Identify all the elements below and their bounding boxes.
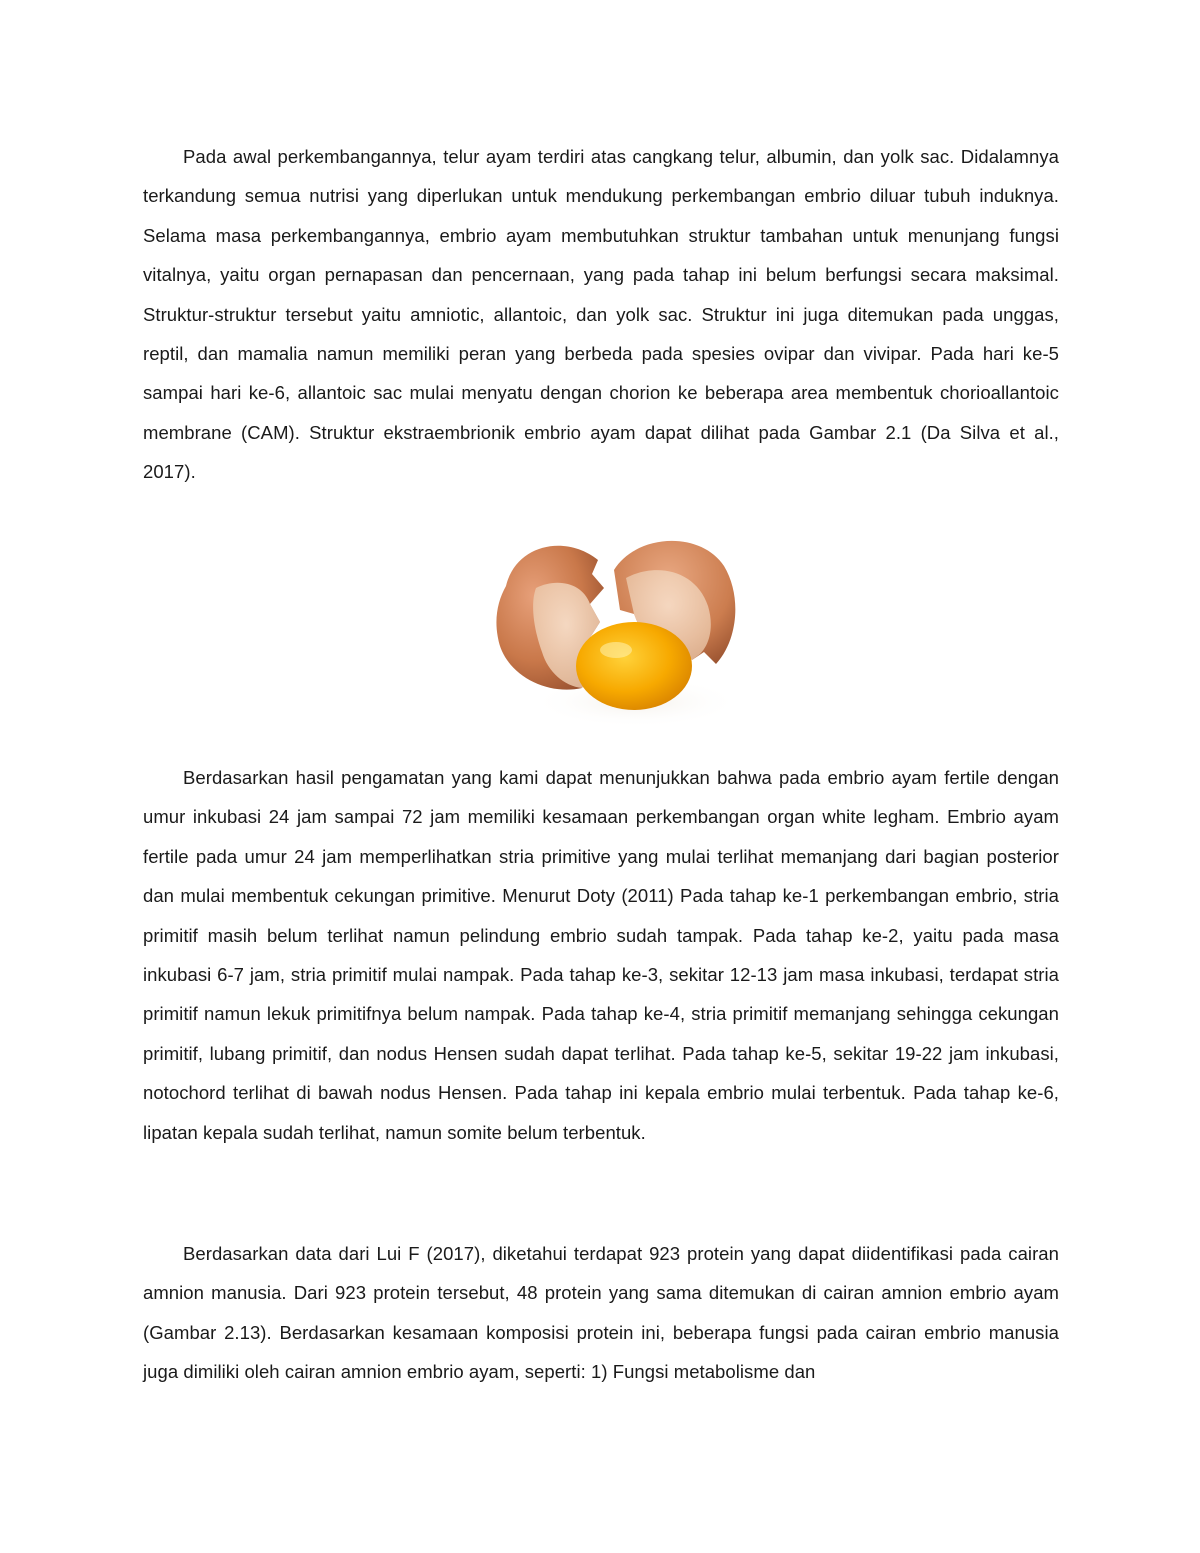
paragraph-1: Pada awal perkembangannya, telur ayam terdiri atas cangkang telur, albumin, dan yolk sac. Didalamnya terkandung semua nutrisi yang diperlukan untuk mendukung perkembangan embrio diluar tubuh induknya. Selama masa perkembangannya, embrio ayam membutuhkan struktur tambahan untuk menunjang fungsi vitalnya, yaitu organ pernapasan dan pencernaan, yang pada tahap ini belum berfungsi secara maksimal. Struktur-struktur tersebut yaitu amniotic, allantoic, dan yolk sac. Struktur ini juga ditemukan pada unggas, reptil, dan mamalia namun memiliki peran yang berbeda pada spesies ovipar dan vivipar. Pada hari ke-5 sampai hari ke-6, allantoic sac mulai menyatu dengan chorion ke beberapa area membentuk chorioallantoic membrane (CAM). Struktur ekstraembrionik embrio ayam dapat dilihat pada Gambar 2.1 (Da Silva et al., 2017). [143,146,1059,483]
paragraph-2: Berdasarkan hasil pengamatan yang kami dapat menunjukkan bahwa pada embrio ayam fertile dengan umur inkubasi 24 jam sampai 72 jam memiliki kesamaan perkembangan organ white legham. Embrio ayam fertile pada umur 24 jam memperlihatkan stria primitive yang mulai terlihat memanjang dari bagian posterior dan mulai membentuk cekungan primitive. Menurut Doty (2011) Pada tahap ke-1 perkembangan embrio, stria primitif masih belum terlihat namun pelindung embrio sudah tampak. Pada tahap ke-2, yaitu pada masa inkubasi 6-7 jam, stria primitif mulai nampak. Pada tahap ke-3, sekitar 12-13 jam masa inkubasi, terdapat stria primitif namun lekuk primitifnya belum nampak. Pada tahap ke-4, stria primitif memanjang sehingga cekungan primitif, lubang primitif, dan nodus Hensen sudah dapat terlihat. Pada tahap ke-5, sekitar 19-22 jam inkubasi, notochord terlihat di bawah nodus Hensen. Pada tahap ini kepala embrio mulai terbentuk. Pada tahap ke-6, lipatan kepala sudah terlihat, namun somite belum terbentuk. [143,767,1059,1143]
egg-figure [486,526,750,732]
broken-egg-with-yolk-icon [486,526,750,732]
paragraph-3: Berdasarkan data dari Lui F (2017), diketahui terdapat 923 protein yang dapat diidentifikasi pada cairan amnion manusia. Dari 923 protein tersebut, 48 protein yang sama ditemukan di cairan amnion embrio ayam (Gambar 2.13). Berdasarkan kesamaan komposisi protein ini, beberapa fungsi pada cairan embrio manusia juga dimiliki oleh cairan amnion embrio ayam, seperti: 1) Fungsi metabolisme dan [143,1243,1059,1383]
